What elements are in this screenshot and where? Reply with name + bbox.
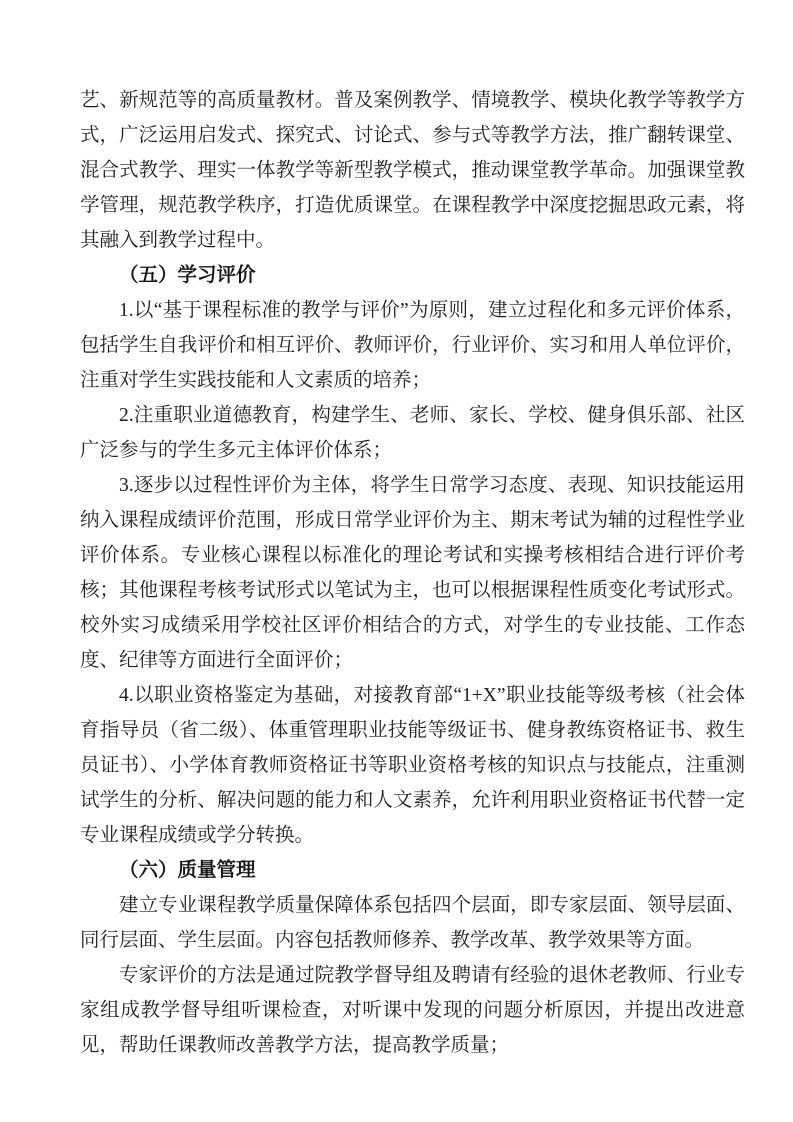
paragraph-expert-evaluation: 专家评价的方法是通过院教学督导组及聘请有经验的退休老教师、行业专家组成教学督导组听课检查，对听课中发现的问题分析原因，并提出改进意见，帮助任课教师改善教学方法，提高教学质量； bbox=[80, 965, 745, 1056]
paragraph-evaluation-item-2: 2.注重职业道德教育，构建学生、老师、家长、学校、健身俱乐部、社区广泛参与的学生多元主体评价体系； bbox=[80, 405, 745, 461]
paragraph-evaluation-item-4: 4.以职业资格鉴定为基础，对接教育部“1+X”职业技能等级考核（社会体育指导员（省二级）、体重管理职业技能等级证书、健身教练资格证书、救生员证书）、小学体育教师资格证书等职业资格考核的知识点与技能点，注重测试学生的分析、解决问题的能力和人文素养，允许利用职业资格证书代替一定专业课程成绩或学分转换。 bbox=[80, 685, 745, 846]
paragraph-quality-system: 建立专业课程教学质量保障体系包括四个层面，即专家层面、领导层面、同行层面、学生层面。内容包括教师修养、教学改革、教学效果等方面。 bbox=[80, 895, 745, 951]
paragraph-evaluation-item-3: 3.逐步以过程性评价为主体，将学生日常学习态度、表现、知识技能运用纳入课程成绩评价范围，形成日常学业评价为主、期末考试为辅的过程性学业评价体系。专业核心课程以标准化的理论考试和实操考核相结合进行评价考核；其他课程考核考试形式以笔试为主，也可以根据课程性质变化考试形式。校外实习成绩采用学校社区评价相结合的方式，对学生的专业技能、工作态度、纪律等方面进行全面评价； bbox=[80, 475, 745, 671]
page-content bbox=[80, 83, 745, 1063]
section-heading-learning-evaluation: （五）学习评价 bbox=[119, 265, 256, 286]
paragraph-evaluation-item-1: 1.以“基于课程标准的教学与评价”为原则，建立过程化和多元评价体系，包括学生自我评价和相互评价、教师评价，行业评价、实习和用人单位评价，注重对学生实践技能和人文素质的培养； bbox=[80, 300, 745, 391]
section-heading-quality-management: （六）质量管理 bbox=[119, 860, 256, 881]
paragraph-teaching-methods-continuation: 艺、新规范等的高质量教材。普及案例教学、情境教学、模块化教学等教学方式，广泛运用启发式、探究式、讨论式、参与式等教学方法，推广翻转课堂、混合式教学、理实一体教学等新型教学模式，推动课堂教学革命。加强课堂教学管理，规范教学秩序，打造优质课堂。在课程教学中深度挖掘思政元素，将其融入到教学过程中。 bbox=[80, 90, 745, 251]
